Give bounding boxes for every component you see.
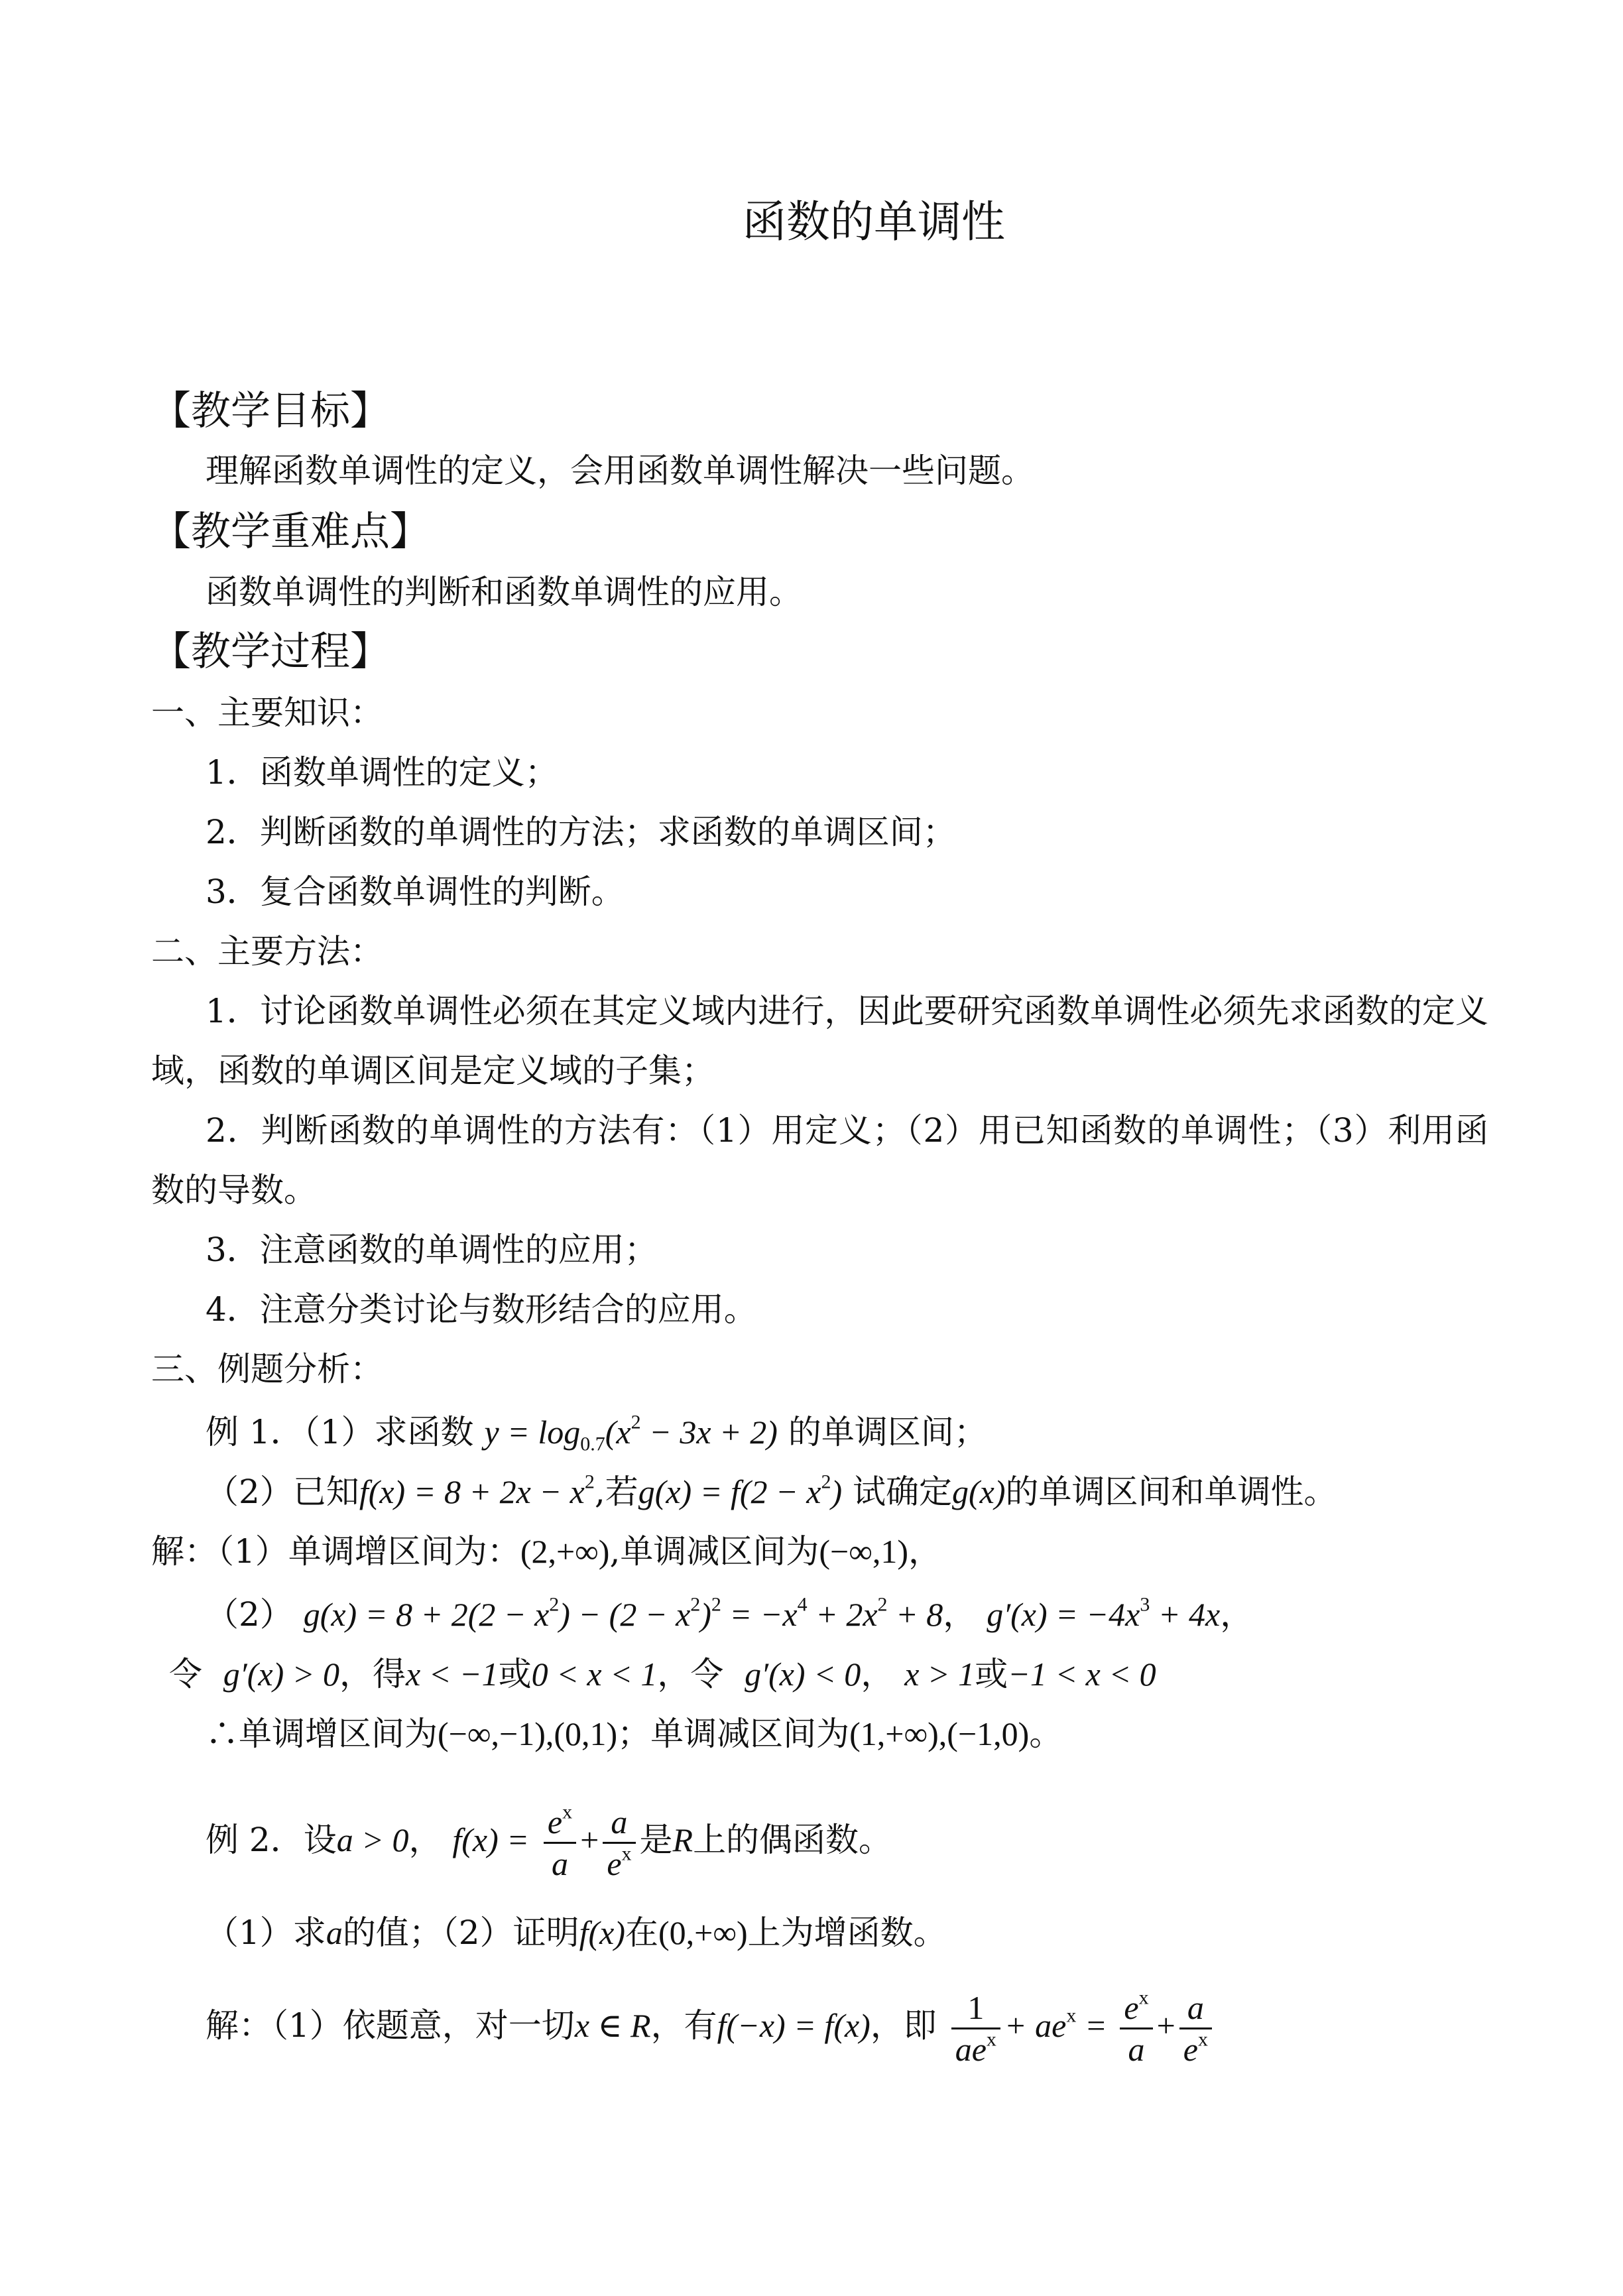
g-derivative: $g'(x) = -4x^3 + 4x$ <box>987 1593 1221 1633</box>
g-expansion: $g(x) = 8 + 2(2 - x^2) - (2 - x^2)^2 = -x^4 + 2x^2 + 8$ <box>303 1593 943 1633</box>
solution-1-part-2: （2） $g(x) = 8 + 2(2 - x^2) - (2 - x^2)^2 = -x^4 + 2x^2 + 8$， $g'(x) = -4x^3 + 4x$， <box>206 1593 1254 1634</box>
fraction-1-over-aex: $\frac{1}{ae^x}$ <box>951 1988 1000 2069</box>
example-1-tail: 的单调区间； <box>788 1413 987 1451</box>
fraction-ex-over-a: $\frac{e^x}{a}$ <box>544 1802 576 1884</box>
fraction-a-over-ex: $\frac{a}{e^x}$ <box>603 1802 635 1884</box>
keypoints-heading: 【教学重难点】 <box>151 509 430 555</box>
example-1-part-1 <box>206 1409 987 1455</box>
process-heading: 【教学过程】 <box>151 629 390 675</box>
example-2-statement: 例 2．设a > 0， f(x) = $\frac{e^x}{a}$ + $\frac{a}{e^x}$ 是R上的偶函数。 <box>206 1801 892 1882</box>
method-3: 3．注意函数的单调性的应用； <box>206 1231 658 1269</box>
method-1-line-1: 1．讨论函数单调性必须在其定义域内进行，因此要研究函数单调性必须先求函数的定义 <box>206 992 1488 1030</box>
examples-heading: 三、例题分析： <box>151 1350 383 1388</box>
solution-1-conclusion: ∴单调增区间为(−∞,−1),(0,1)；单调减区间为(1,+∞),(−1,0)。 <box>206 1715 1063 1753</box>
g-definition: $g(x) = f(2 - x^2)$ <box>638 1471 843 1510</box>
example-1-label: 例 1．（1）求函数 <box>206 1413 474 1451</box>
f-definition: $f(x) = 8 + 2x - x^2$ <box>359 1471 595 1510</box>
fraction-a-over-ex-2: $\frac{a}{e^x}$ <box>1179 1988 1212 2069</box>
example-2-questions: （1）求a的值；（2）证明f(x)在(0,+∞)上为增函数。 <box>206 1913 947 1952</box>
example-1-part-2: （2）已知$f(x) = 8 + 2x - x^2$,若$g(x) = f(2 - x^2)$ 试确定g(x)的单调区间和单调性。 <box>206 1471 1337 1511</box>
decreasing-interval: (−∞,1) <box>819 1533 909 1570</box>
solution-2-part-1: 解：（1）依题意，对一切x ∈ R，有f(−x) = f(x)，即 $\frac{1}{ae^x}$ + $ae^x$ = $\frac{e^x}{a}$ + $\frac{a}{e^x}$ <box>206 1979 1216 2079</box>
knowledge-item: 3．复合函数单调性的判断。 <box>206 873 625 911</box>
keypoints-text: 函数单调性的判断和函数单调性的应用。 <box>206 573 802 611</box>
log-function: $y = \log_{0.7}(x^2 - 3x + 2)$ <box>484 1411 778 1455</box>
knowledge-item: 2．判断函数的单调性的方法；求函数的单调区间； <box>206 813 956 851</box>
solution-1-part-1: 解：（1）单调增区间为：(2,+∞),单调减区间为(−∞,1)， <box>151 1532 942 1571</box>
objective-heading: 【教学目标】 <box>151 388 390 434</box>
solution-1-conditions: 令 g′(x) > 0，得x < −1或0 < x < 1，令 g′(x) < 0， x > 1或−1 < x < 0 <box>169 1655 1156 1693</box>
fraction-ex-over-a-2: $\frac{e^x}{a}$ <box>1120 1988 1152 2069</box>
objective-text: 理解函数单调性的定义，会用函数单调性解决一些问题。 <box>206 452 1034 490</box>
knowledge-heading: 一、主要知识： <box>151 694 383 732</box>
method-1-line-2: 域，函数的单调区间是定义域的子集； <box>151 1052 715 1090</box>
increasing-interval: (2,+∞) <box>520 1533 610 1570</box>
methods-heading: 二、主要方法： <box>151 932 383 971</box>
knowledge-item: 1．函数单调性的定义； <box>206 753 558 792</box>
method-2-line-1: 2．判断函数的单调性的方法有：（1）用定义；（2）用已知函数的单调性；（3）利用函 <box>206 1111 1488 1150</box>
page-title: 函数的单调性 <box>743 196 1005 247</box>
method-4: 4．注意分类讨论与数形结合的应用。 <box>206 1290 757 1329</box>
method-2-line-2: 数的导数。 <box>151 1171 317 1209</box>
